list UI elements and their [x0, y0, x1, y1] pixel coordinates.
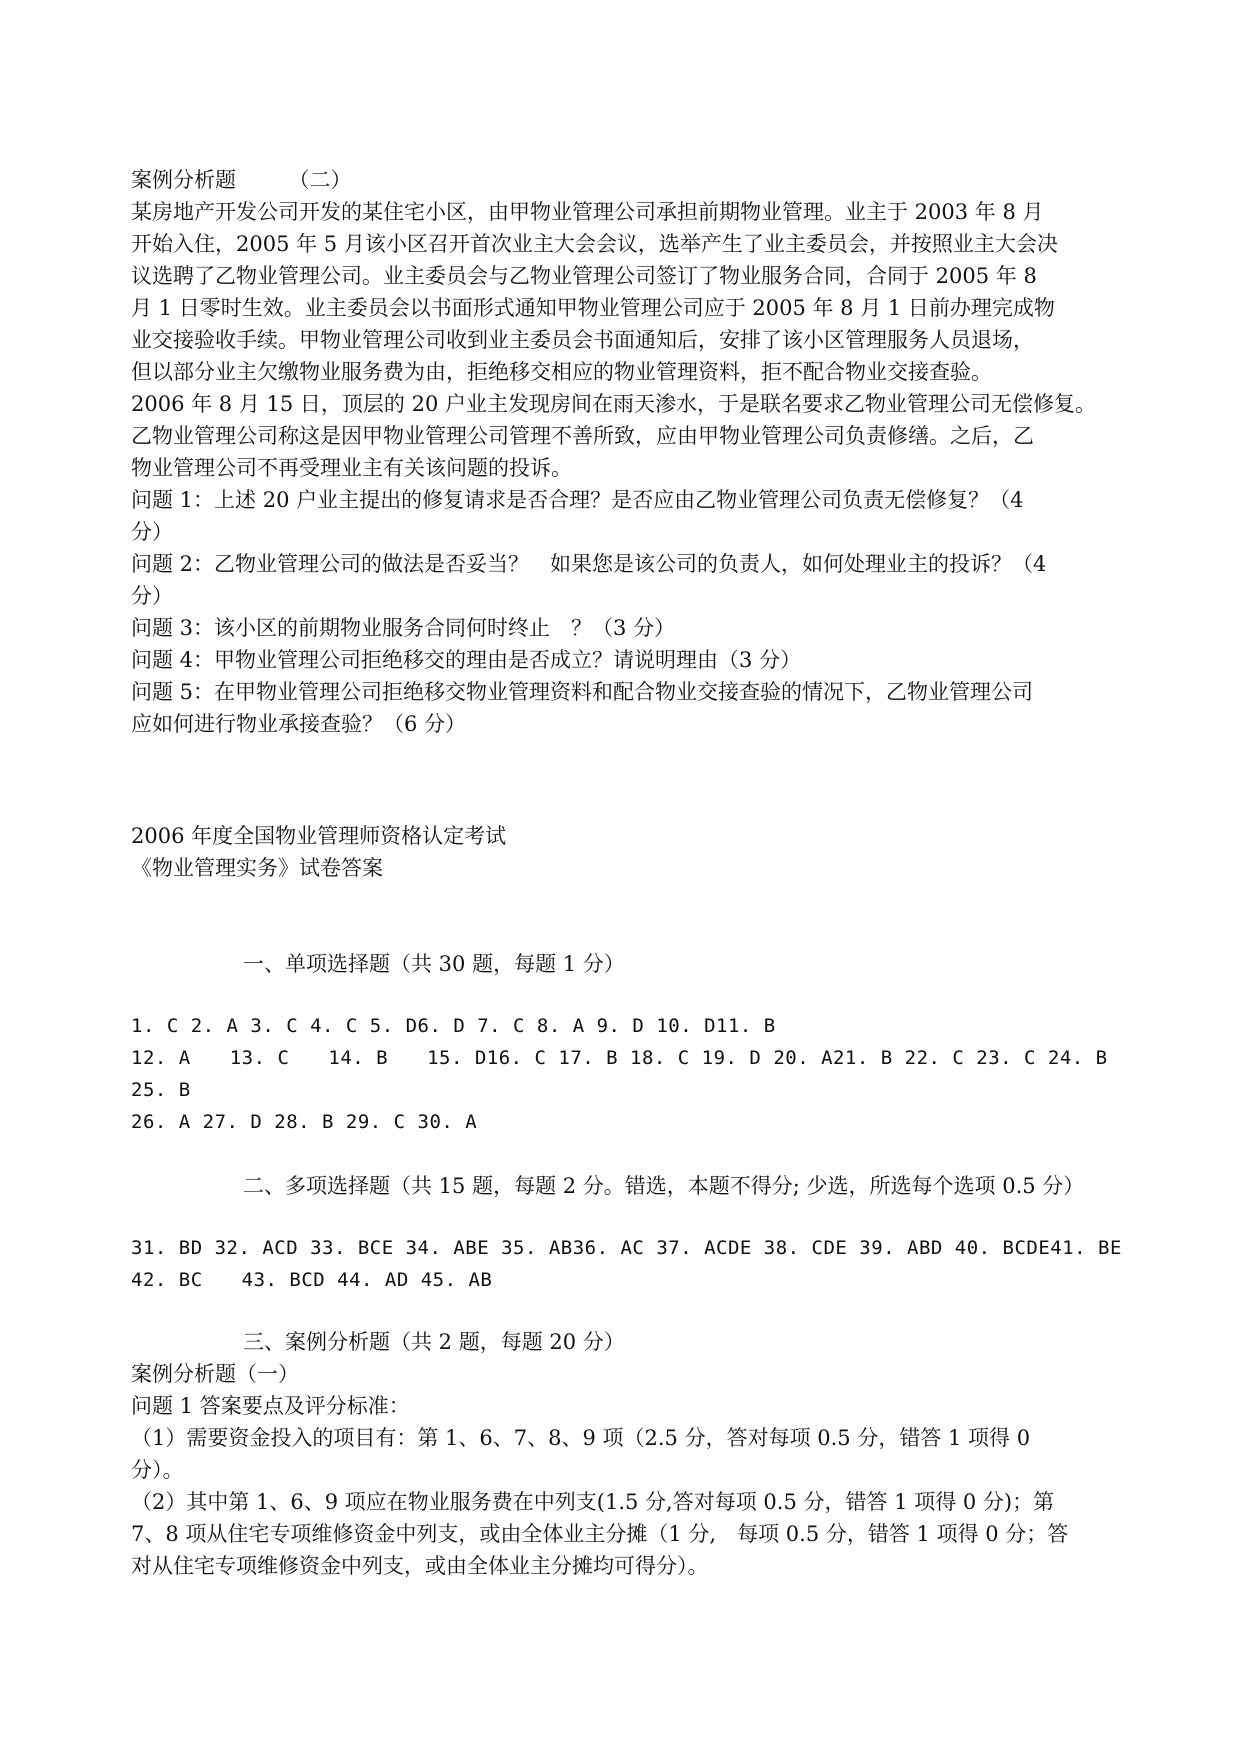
section2-heading: 二、多项选择题（共 15 题，每题 2 分。错选，本题不得分; 少选，所选每个选项 0.5 分） [243, 1174, 1085, 1198]
section3-line: 问题 1 答案要点及评分标准： [131, 1394, 410, 1418]
case2-paragraph-line: 物业管理公司不再受理业主有关该问题的投诉。 [131, 456, 572, 480]
section1 [131, 948, 1211, 980]
case2-question-line: 问题 2：乙物业管理公司的做法是否妥当？ 如果您是该公司的负责人，如何处理业主的投诉？（4 [131, 552, 1047, 576]
section2 [131, 1170, 1211, 1202]
section3-line: 对从住宅专项维修资金中列支，或由全体业主分摊均可得分）。 [131, 1554, 709, 1578]
section1-heading: 一、单项选择题（共 30 题，每题 1 分） [243, 952, 625, 976]
case2-question-line: 问题 5：在甲物业管理公司拒绝移交物业管理资料和配合物业交接查验的情况下，乙物业管理公司 [131, 680, 1034, 704]
case2-question-line: 问题 4：甲物业管理公司拒绝移交的理由是否成立？请说明理由（3 分） [131, 648, 802, 672]
case2-paragraph-line: 2006 年 8 月 15 日，顶层的 20 户业主发现房间在雨天渗水，于是联名要求乙物业管理公司无偿修复。 [131, 392, 1096, 416]
case2-paragraph-line: 月 1 日零时生效。业主委员会以书面形式通知甲物业管理公司应于 2005 年 8 月 1 日前办理完成物 [131, 296, 1055, 320]
section3-line: （1）需要资金投入的项目有：第 1、6、7、8、9 项（2.5 分，答对每项 0.5 分，错答 1 项得 0 [131, 1426, 1031, 1450]
case2-title: 案例分析题 （二） [131, 168, 352, 192]
case2-question-line: 分） [131, 584, 173, 608]
section3-heading: 三、案例分析题（共 2 题，每题 20 分） [243, 1330, 625, 1354]
case2-question-line: 问题 3：该小区的前期物业服务合同何时终止 ？（3 分） [131, 616, 676, 640]
answer-line: 25. B [131, 1079, 191, 1101]
case2-paragraph-line: 乙物业管理公司称这是因甲物业管理公司管理不善所致，应由甲物业管理公司负责修缮。之后，乙 [131, 424, 1034, 448]
case2-paragraph-line: 议选聘了乙物业管理公司。业主委员会与乙物业管理公司签订了物业服务合同，合同于 2005 年 8 [131, 264, 1037, 288]
section3-line: 分）。 [131, 1458, 184, 1482]
section3-line: 案例分析题（一） [131, 1362, 299, 1386]
section3 [131, 1326, 1211, 1582]
section1-answers [131, 1010, 1211, 1138]
answer-line: 42. BC 43. BCD 44. AD 45. AB [131, 1269, 493, 1291]
case2-section [131, 164, 1211, 740]
exam-title: 2006 年度全国物业管理师资格认定考试 [131, 824, 507, 848]
case2-question-line: 分） [131, 520, 173, 544]
paper-title: 《物业管理实务》试卷答案 [131, 856, 383, 880]
section2-answers [131, 1232, 1211, 1296]
section3-line: （2）其中第 1、6、9 项应在物业服务费在中列支(1.5 分,答对每项 0.5 分，错答 1 项得 0 分)；第 [131, 1490, 1055, 1514]
case2-paragraph-line: 但以部分业主欠缴物业服务费为由，拒绝移交相应的物业管理资料，拒不配合物业交接查验。 [131, 360, 992, 384]
answer-line: 1. C 2. A 3. C 4. C 5. D6. D 7. C 8. A 9. D 10. D11. B [131, 1015, 776, 1037]
case2-question-line: 问题 1：上述 20 户业主提出的修复请求是否合理？是否应由乙物业管理公司负责无偿修复？（4 [131, 488, 1024, 512]
answer-line: 26. A 27. D 28. B 29. C 30. A [131, 1111, 478, 1133]
answer-line: 31. BD 32. ACD 33. BCE 34. ABE 35. AB36. AC 37. ACDE 38. CDE 39. ABD 40. BCDE41. BE [131, 1237, 1122, 1259]
section3-line: 7、8 项从住宅专项维修资金中列支，或由全体业主分摊（1 分, 每项 0.5 分，错答 1 项得 0 分；答 [131, 1522, 1069, 1546]
answer-line: 12. A 13. C 14. B 15. D16. C 17. B 18. C 19. D 20. A21. B 22. C 23. C 24. B [131, 1047, 1108, 1069]
case2-paragraph-line: 某房地产开发公司开发的某住宅小区，由甲物业管理公司承担前期物业管理。业主于 2003 年 8 月 [131, 200, 1044, 224]
case2-question-line: 应如何进行物业承接查验？（6 分） [131, 712, 467, 736]
case2-paragraph-line: 业交接验收手续。甲物业管理公司收到业主委员会书面通知后，安排了该小区管理服务人员退场， [131, 328, 1034, 352]
answer-header [131, 820, 1211, 884]
case2-paragraph-line: 开始入住，2005 年 5 月该小区召开首次业主大会会议，选举产生了业主委员会，并按照业主大会决 [131, 232, 1058, 256]
